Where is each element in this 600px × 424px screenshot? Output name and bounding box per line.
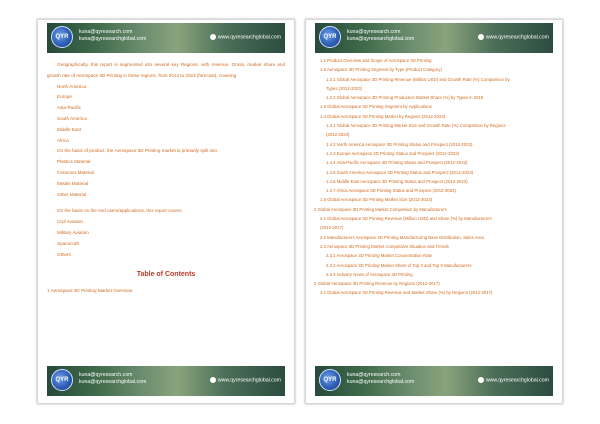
footer-banner <box>47 366 285 396</box>
toc-entry[interactable]: 1.2.1 Global Aerospace 3D Printing Revenue (Million USD) and Growth Rate (%) Comparison by <box>326 76 510 82</box>
application-item: Civil Aviation <box>57 219 83 225</box>
email-line-secondary[interactable]: kuna@qyresearchglobal.com <box>79 36 147 42</box>
toc-entry[interactable]: (2012-2023) <box>326 132 350 138</box>
email-line[interactable]: kuna@qyresearch.com <box>79 29 133 35</box>
toc-entry[interactable]: 2.3.1 Aerospace 3D Printing Market Concentration Rate <box>326 253 433 259</box>
toc-entry[interactable]: 2.2 Manufacturers Aerospace 3D Printing Manufacturing Base Distribution, Sales Area <box>320 234 484 240</box>
footer-banner <box>315 366 553 396</box>
email-line-secondary[interactable]: kuna@qyresearchglobal.com <box>347 36 415 42</box>
document-page-left <box>37 19 295 404</box>
contact-info <box>79 372 146 386</box>
globe-icon <box>210 34 216 40</box>
email-line-secondary[interactable]: kuna@qyresearchglobal.com <box>347 379 415 385</box>
globe-icon <box>478 34 484 40</box>
contact-info <box>347 29 414 43</box>
product-item: Ceramics Material <box>57 169 95 175</box>
region-item: Africa <box>57 137 69 143</box>
toc-entry[interactable]: 1.4.6 Middle East Aerospace 3D Printing Status and Prospect (2012-2023) <box>326 178 468 184</box>
website-link[interactable]: www.qyresearchglobal.com <box>210 34 281 40</box>
intro-paragraph: Geographically, this report is segmented into several key Regions, with revenue, Gross, market share and growth rate of Aerospace 3D Printing in these regions, from 2012 to 2023 (forecast), covering <box>47 62 285 78</box>
application-item: Spacecraft <box>57 240 79 246</box>
toc-entry[interactable]: 2.3.2 Aerospace 3D Printing Market Share of Top 3 and Top 5 Manufacturers <box>326 262 472 268</box>
toc-entry[interactable]: 1.1 Product Overview and Scope of Aerospace 3D Printing <box>320 58 432 63</box>
email-line[interactable]: kuna@qyresearch.com <box>347 29 401 35</box>
document-page-right <box>305 19 563 404</box>
company-logo: QYR <box>51 369 73 391</box>
toc-entry[interactable]: Types (2012-2023) <box>326 85 363 91</box>
toc-entry[interactable]: (2012-2017) <box>320 225 344 231</box>
toc-entry[interactable]: 1.4.3 Europe Aerospace 3D Printing Status and Prospect (2012-2023) <box>326 150 460 156</box>
product-intro: On the basis of product, the Aerospace 3D Printing market is primarily split into <box>57 148 218 154</box>
toc-entry[interactable]: 2.3.3 Industry News of Aerospace 3D Printing <box>326 271 413 277</box>
toc-entry[interactable]: 1.4.4 Asia-Pacific Aerospace 3D Printing Status and Prospect (2012-2023) <box>326 160 468 166</box>
application-item: Military Aviation <box>57 229 89 235</box>
product-item: Other Material <box>57 191 87 197</box>
globe-icon <box>478 377 484 383</box>
website-link[interactable]: www.qyresearchglobal.com <box>478 34 549 40</box>
toc-entry[interactable]: 1.4.2 North America Aerospace 3D Printing Status and Prospect (2012-2023) <box>326 141 473 147</box>
toc-entry[interactable]: 1.3 Global Aerospace 3D Printing Segment by Applications <box>320 104 432 110</box>
application-item: Others <box>57 251 71 257</box>
region-item: Middle East <box>57 126 82 132</box>
toc-entry[interactable]: 1.2.2 Global Aerospace 3D Printing Production Market Share (%) by Types in 2016 <box>326 95 484 101</box>
toc-entry[interactable]: 1 Aerospace 3D Printing Market Overview <box>47 288 133 294</box>
company-logo: QYR <box>51 26 73 48</box>
region-item: Asia-Pacific <box>57 105 81 111</box>
product-item: Metals Material <box>57 180 89 186</box>
toc-entry[interactable]: 2.1 Global Aerospace 3D Printing Revenue (Million USD) and Share (%) by Manufacturers <box>320 216 492 222</box>
globe-icon <box>210 377 216 383</box>
toc-entry[interactable]: 3 Global Aerospace 3D Printing Revenue by Regions (2012-2017) <box>314 281 440 287</box>
contact-info <box>347 372 414 386</box>
header-banner <box>315 23 553 53</box>
region-item: South America <box>57 115 87 121</box>
toc-entry[interactable]: 1.4.1 Global Aerospace 3D Printing Market Size and Growth Rate (%) Comparison by Regions <box>326 123 506 129</box>
product-item: Plastics Material <box>57 159 91 165</box>
website-link[interactable]: www.qyresearchglobal.com <box>210 377 281 383</box>
email-line-secondary[interactable]: kuna@qyresearchglobal.com <box>79 379 147 385</box>
toc-entry[interactable]: 2.3 Aerospace 3D Printing Market Competitive Situation and Trends <box>320 243 449 249</box>
email-line[interactable]: kuna@qyresearch.com <box>79 372 133 378</box>
website-link[interactable]: www.qyresearchglobal.com <box>478 377 549 383</box>
table-of-contents <box>312 56 556 298</box>
application-intro: On the basis on the end users/applications, this report covers <box>57 208 182 214</box>
toc-entry[interactable]: 1.4 Global Aerospace 3D Printing Market by Regions (2012-2023) <box>320 113 446 119</box>
email-line[interactable]: kuna@qyresearch.com <box>347 372 401 378</box>
toc-entry[interactable]: 1.5 Global Aerospace 3D Printing Market Size (2012-2023) <box>320 197 433 203</box>
toc-entry[interactable]: 3.1 Global Aerospace 3D Printing Revenue and Market Share (%) by Regions (2012-2017) <box>320 290 493 296</box>
toc-title: Table of Contents <box>136 271 196 279</box>
region-item: Europe <box>57 94 72 100</box>
company-logo: QYR <box>319 369 341 391</box>
toc-entry[interactable]: 1.4.7 Africa Aerospace 3D Printing Status and Prospect (2012-2023) <box>326 188 456 194</box>
header-banner <box>47 23 285 53</box>
contact-info <box>79 29 146 43</box>
left-page-body <box>47 60 285 297</box>
toc-entry[interactable]: 1.4.5 South America Aerospace 3D Printing Status and Prospect (2012-2023) <box>326 169 474 175</box>
toc-entry[interactable]: 2 Global Aerospace 3D Printing Market Competition by Manufacturers <box>314 206 447 212</box>
company-logo: QYR <box>319 26 341 48</box>
toc-entry[interactable]: 1.2 Aerospace 3D Printing Segment by Type (Product Category) <box>320 67 442 73</box>
region-item: North America <box>57 83 87 89</box>
